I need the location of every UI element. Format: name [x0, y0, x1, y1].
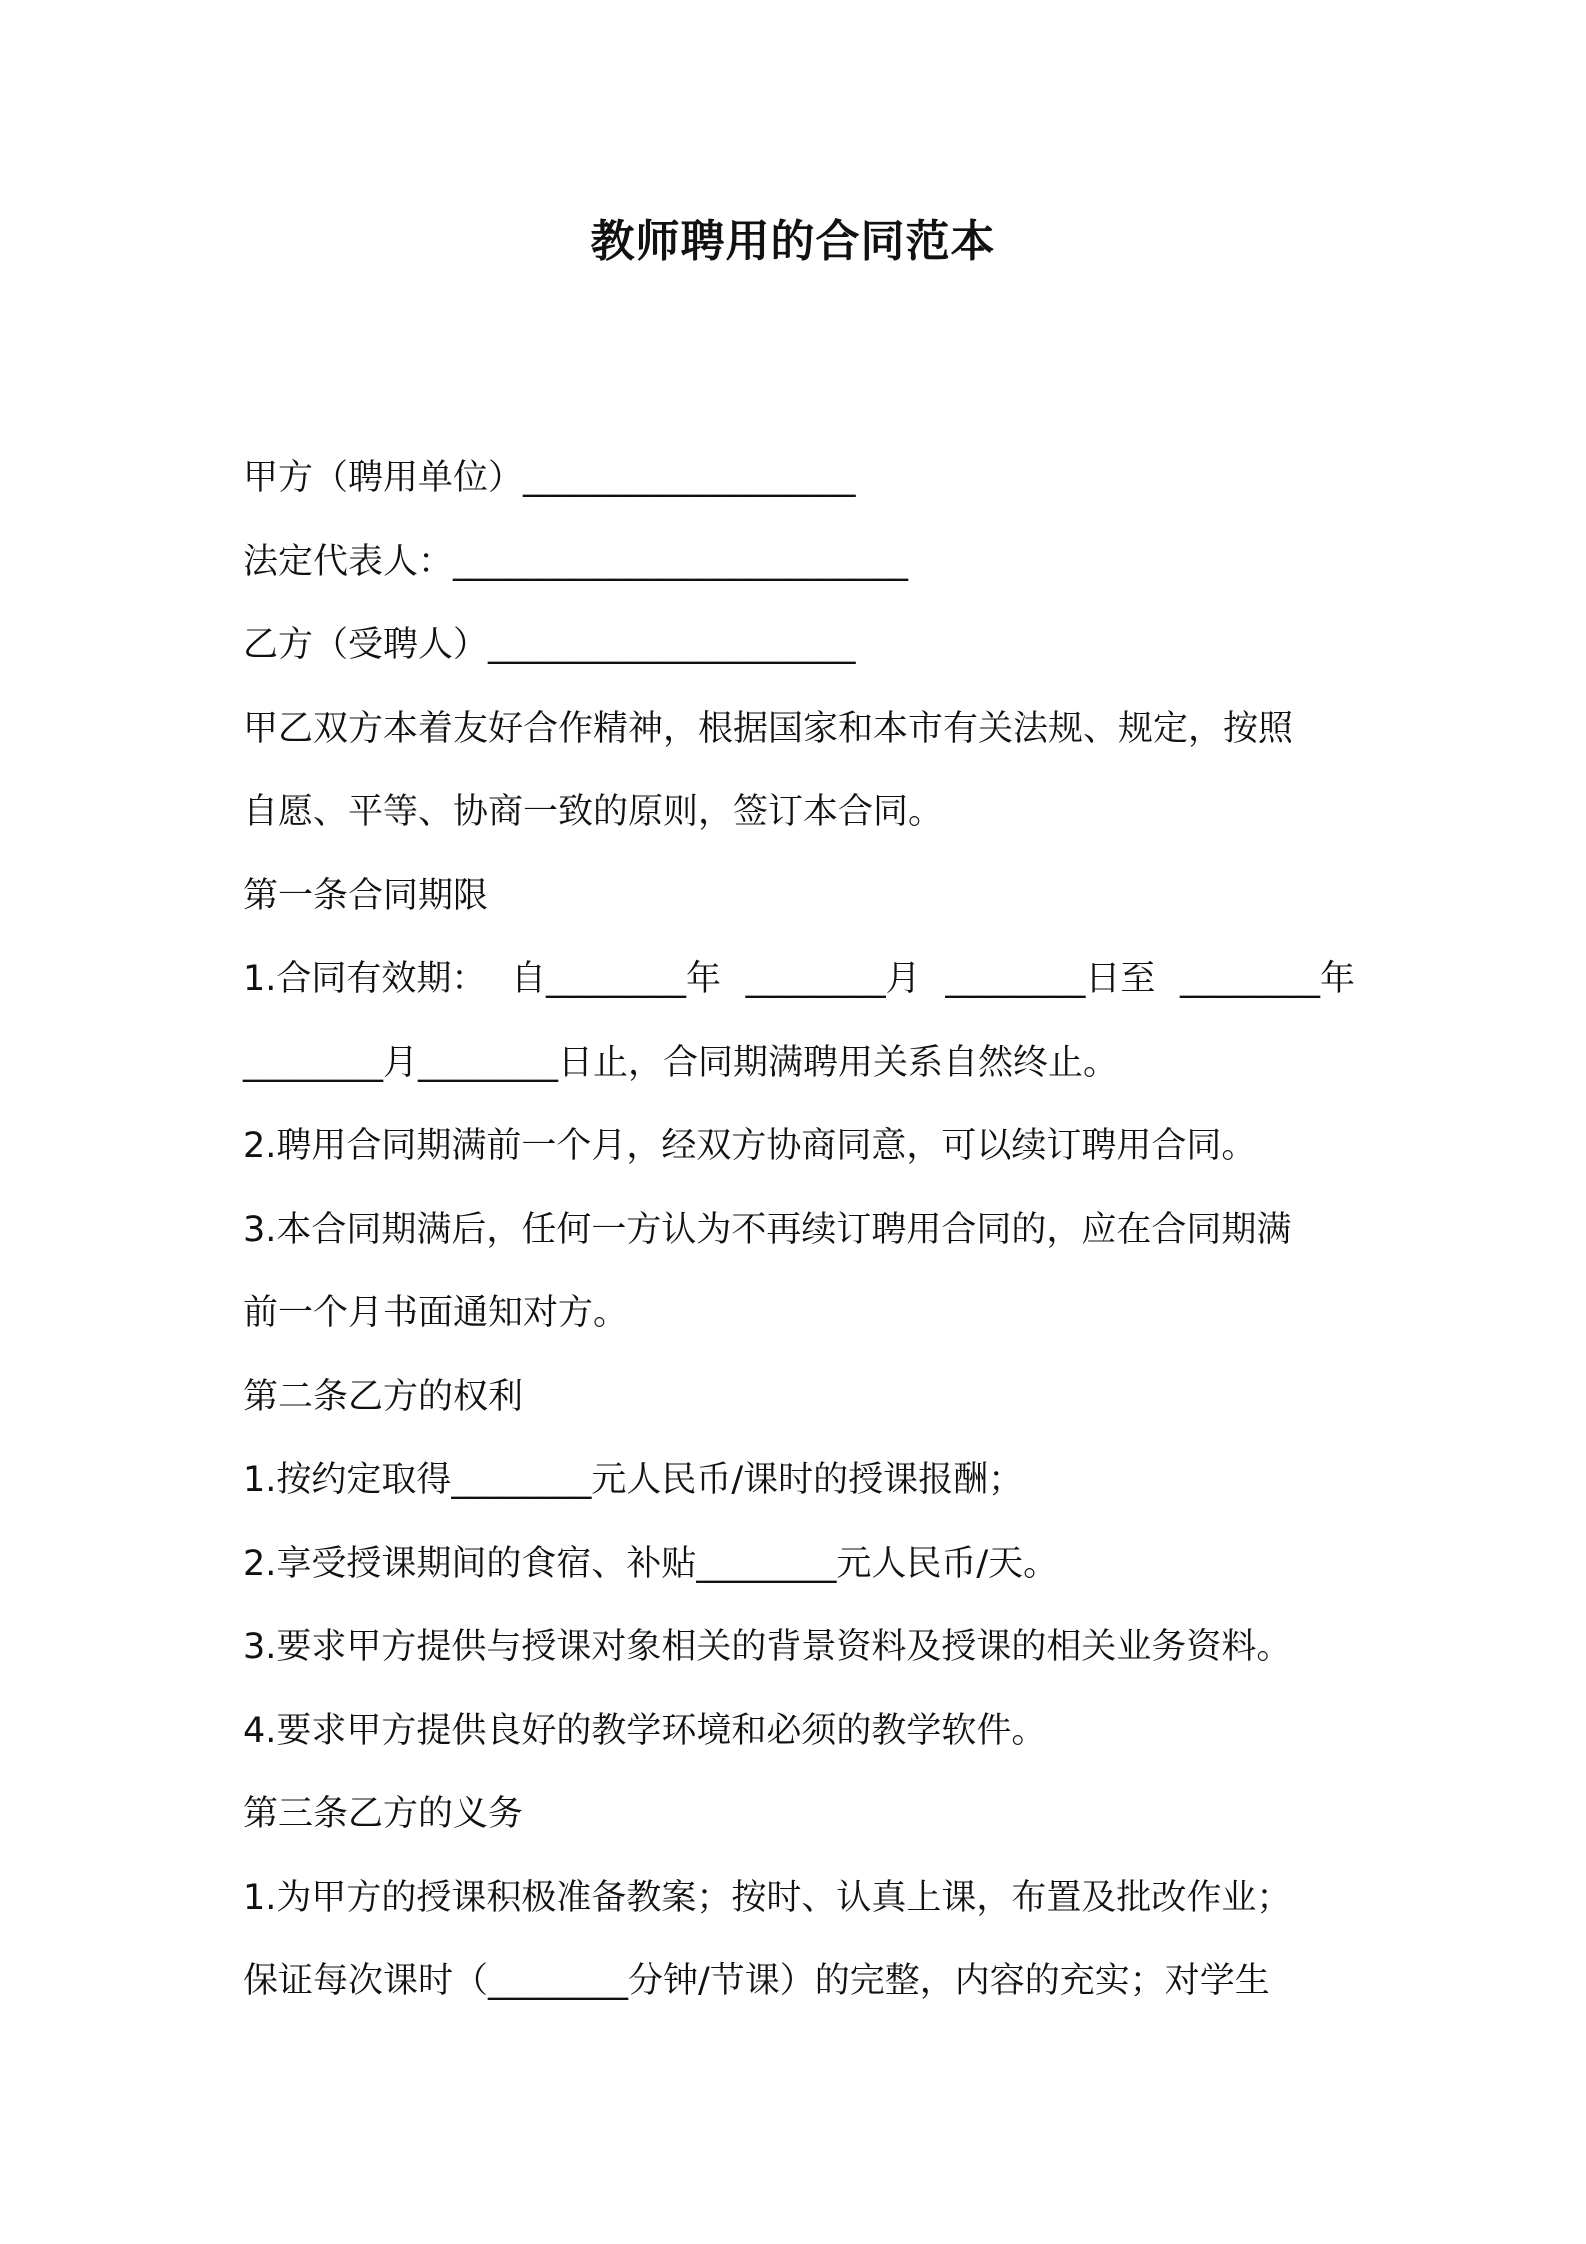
term-start-month: ________月	[745, 959, 921, 999]
article-3-item-1-line-1: 1.为甲方的授课积极准备教案；按时、认真上课，布置及批改作业；	[243, 1878, 1292, 1918]
term-start-year: 自________年	[511, 959, 722, 999]
article-2-heading: 第二条乙方的权利	[243, 1377, 524, 1417]
article-3-heading: 第三条乙方的义务	[243, 1794, 524, 1834]
article-2-item-4: 4.要求甲方提供良好的教学环境和必须的教学软件。	[243, 1711, 1047, 1751]
legal-representative-line: 法定代表人：__________________________	[243, 542, 909, 582]
article-1-item-3-line-1: 3.本合同期满后，任何一方认为不再续订聘用合同的，应在合同期满	[243, 1210, 1292, 1250]
intro-paragraph-line-2: 自愿、平等、协商一致的原则，签订本合同。	[243, 792, 944, 832]
article-2-item-3: 3.要求甲方提供与授课对象相关的背景资料及授课的相关业务资料。	[243, 1627, 1292, 1667]
term-label: 1.合同有效期：	[243, 959, 487, 999]
document-title: 教师聘用的合同范本	[590, 216, 996, 267]
article-2-item-1: 1.按约定取得________元人民币/课时的授课报酬；	[243, 1460, 1024, 1500]
article-1-item-2: 2.聘用合同期满前一个月，经双方协商同意，可以续订聘用合同。	[243, 1126, 1257, 1166]
article-1-item-1-line-1	[243, 954, 1355, 1004]
article-2-item-2: 2.享受授课期间的食宿、补贴________元人民币/天。	[243, 1544, 1059, 1584]
party-b-line: 乙方（受聘人）_____________________	[243, 625, 856, 665]
term-start-day: ________日至	[945, 959, 1156, 999]
term-end-year: ________年	[1179, 959, 1355, 999]
intro-paragraph-line-1: 甲乙双方本着友好合作精神，根据国家和本市有关法规、规定，按照	[243, 709, 1294, 749]
article-1-heading: 第一条合同期限	[243, 876, 489, 916]
article-3-item-1-line-2: 保证每次课时（________分钟/节课）的完整，内容的充实；对学生	[243, 1961, 1270, 2001]
article-1-item-1-line-2: ________月________日止，合同期满聘用关系自然终止。	[243, 1043, 1119, 1083]
article-1-item-3-line-2: 前一个月书面通知对方。	[243, 1293, 629, 1333]
party-a-line: 甲方（聘用单位）___________________	[243, 458, 856, 498]
